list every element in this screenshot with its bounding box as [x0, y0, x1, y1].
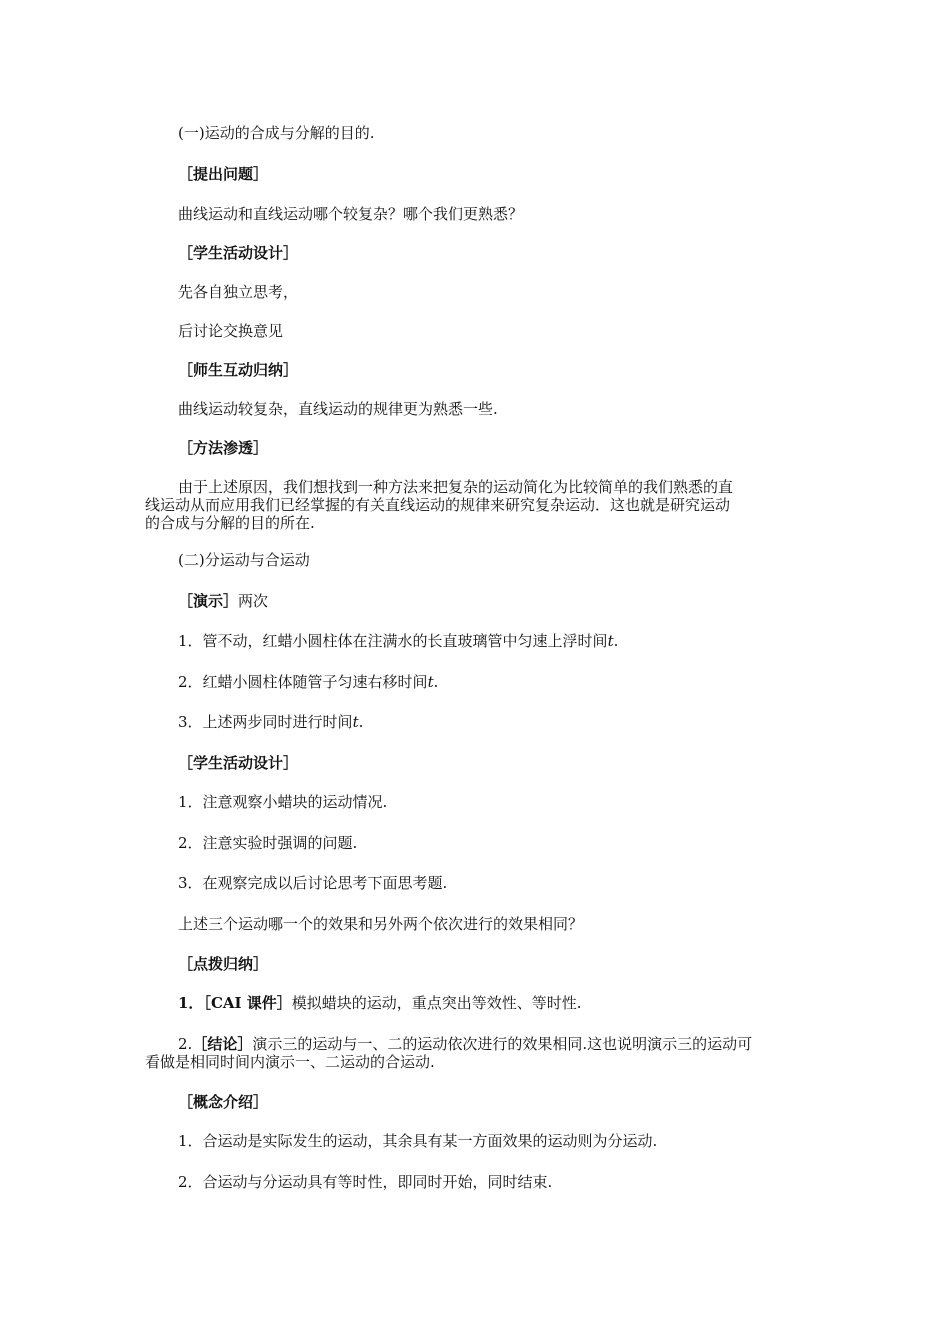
activity-heading-2: ［学生活动设计］: [178, 754, 299, 772]
activity-2-item-1: 1．注意观察小蜡块的运动情况.: [178, 793, 388, 811]
ask-text: 曲线运动和直线运动哪个较复杂？哪个我们更熟悉？: [178, 205, 524, 223]
ask-heading: ［提出问题］: [178, 165, 269, 183]
concept-item-1: 1．合运动是实际发生的运动，其余具有某一方面效果的运动则为分运动.: [178, 1132, 658, 1150]
guide-item-1: 1．［CAI 课件］模拟蜡块的运动，重点突出等效性、等时性.: [178, 994, 582, 1012]
demo-heading: ［演示］两次: [178, 592, 269, 610]
guide-item-2: 2.［结论］演示三的运动与一、二的运动依次进行的效果相同.这也说明演示三的运动可 看做是相同时间内演示一、二运动的合运动.: [145, 1035, 753, 1071]
method-paragraph: 由于上述原因，我们想找到一种方法来把复杂的运动简化为比较简单的我们熟悉的直 线运动从而应用我们已经掌握的有关直线运动的规律来研究复杂运动．这也就是研究运动 的合成与分解的目的所在.: [145, 478, 734, 532]
activity-1-line-2: 后讨论交换意见: [178, 322, 284, 340]
guide-heading: ［点拨归纳］: [178, 955, 269, 973]
section-1-title: (一)运动的合成与分解的目的.: [178, 124, 375, 142]
concept-heading: ［概念介绍］: [178, 1093, 269, 1111]
demo-item-2: 2．红蜡小圆柱体随管子匀速右移时间t.: [178, 673, 439, 691]
concept-item-2: 2．合运动与分运动具有等时性，即同时开始，同时结束.: [178, 1173, 553, 1191]
demo-item-3: 3．上述两步同时进行时间t.: [178, 713, 364, 731]
activity-1-line-1: 先各自独立思考，: [178, 283, 299, 301]
activity-heading-1: ［学生活动设计］: [178, 244, 299, 262]
section-2-title: (二)分运动与合运动: [178, 551, 310, 569]
demo-item-1: 1．管不动，红蜡小圆柱体在注满水的长直玻璃管中匀速上浮时间t.: [178, 632, 619, 650]
activity-2-item-2: 2．注意实验时强调的问题.: [178, 834, 358, 852]
summary-heading-1: ［师生互动归纳］: [178, 361, 299, 379]
activity-2-item-3: 3．在观察完成以后讨论思考下面思考题.: [178, 874, 448, 892]
summary-1-text: 曲线运动较复杂，直线运动的规律更为熟悉一些.: [178, 400, 498, 418]
question-text: 上述三个运动哪一个的效果和另外两个依次进行的效果相同？: [178, 915, 584, 933]
method-heading: ［方法渗透］: [178, 439, 269, 457]
